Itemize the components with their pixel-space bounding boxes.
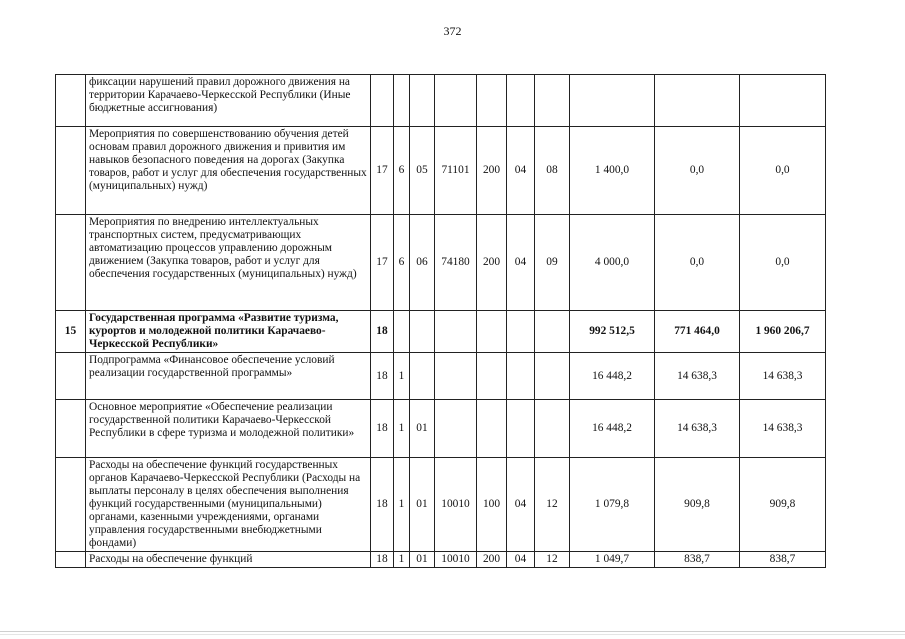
code-pr: 12 xyxy=(535,458,570,552)
amount-year2 xyxy=(655,75,740,127)
amount-year1: 1 400,0 xyxy=(570,127,655,215)
row-number xyxy=(56,458,86,552)
code-om: 01 xyxy=(410,458,435,552)
code-dir xyxy=(435,353,477,400)
code-dir: 74180 xyxy=(435,215,477,311)
amount-year2: 14 638,3 xyxy=(655,400,740,458)
table-row xyxy=(56,400,826,458)
amount-year1: 992 512,5 xyxy=(570,311,655,353)
code-vr xyxy=(477,400,507,458)
amount-year2: 771 464,0 xyxy=(655,311,740,353)
amount-year1: 1 079,8 xyxy=(570,458,655,552)
code-pr: 12 xyxy=(535,552,570,568)
row-number xyxy=(56,215,86,311)
table-row xyxy=(56,458,826,552)
table-row xyxy=(56,311,826,353)
amount-year3 xyxy=(740,75,826,127)
code-gp: 17 xyxy=(371,215,394,311)
row-number xyxy=(56,400,86,458)
row-number: 15 xyxy=(56,311,86,353)
code-gp: 18 xyxy=(371,311,394,353)
code-pr xyxy=(535,353,570,400)
code-om: 01 xyxy=(410,400,435,458)
amount-year2: 838,7 xyxy=(655,552,740,568)
code-om xyxy=(410,311,435,353)
code-vr xyxy=(477,353,507,400)
code-vr: 200 xyxy=(477,552,507,568)
table-row xyxy=(56,552,826,568)
row-name: Расходы на обеспечение функций xyxy=(86,552,371,568)
code-rz: 04 xyxy=(507,215,535,311)
amount-year3: 14 638,3 xyxy=(740,353,826,400)
amount-year1: 4 000,0 xyxy=(570,215,655,311)
code-pp: 1 xyxy=(394,353,410,400)
code-rz: 04 xyxy=(507,552,535,568)
code-om: 06 xyxy=(410,215,435,311)
code-rz: 04 xyxy=(507,127,535,215)
code-rz xyxy=(507,75,535,127)
code-pr xyxy=(535,75,570,127)
code-pp: 6 xyxy=(394,127,410,215)
row-name: Расходы на обеспечение функций государственных органов Карачаево-Черкесской Республики (Расходы на выплаты персоналу в целях обеспечения выполнения функций государственными (муниципальными) органами, казенными учреждениями, органами управления государственными внебюджетными фондами) xyxy=(86,458,371,552)
code-gp: 18 xyxy=(371,552,394,568)
code-vr: 100 xyxy=(477,458,507,552)
amount-year1: 16 448,2 xyxy=(570,353,655,400)
code-pp: 1 xyxy=(394,458,410,552)
code-dir xyxy=(435,75,477,127)
row-name: фиксации нарушений правил дорожного движения на территории Карачаево-Черкесской Республики (Иные бюджетные ассигнования) xyxy=(86,75,371,127)
budget-table xyxy=(55,74,826,568)
code-dir: 71101 xyxy=(435,127,477,215)
table-row xyxy=(56,75,826,127)
code-pp: 1 xyxy=(394,400,410,458)
code-gp: 18 xyxy=(371,458,394,552)
amount-year3: 0,0 xyxy=(740,127,826,215)
code-pp xyxy=(394,311,410,353)
code-rz: 04 xyxy=(507,458,535,552)
code-vr xyxy=(477,311,507,353)
amount-year3: 909,8 xyxy=(740,458,826,552)
code-dir: 10010 xyxy=(435,458,477,552)
table-row xyxy=(56,215,826,311)
row-name: Основное мероприятие «Обеспечение реализации государственной политики Карачаево-Черкесской Республики в сфере туризма и молодежной политики» xyxy=(86,400,371,458)
amount-year3: 838,7 xyxy=(740,552,826,568)
row-number xyxy=(56,552,86,568)
table-row xyxy=(56,353,826,400)
row-name: Подпрограмма «Финансовое обеспечение условий реализации государственной программы» xyxy=(86,353,371,400)
code-om: 01 xyxy=(410,552,435,568)
amount-year1: 16 448,2 xyxy=(570,400,655,458)
code-om: 05 xyxy=(410,127,435,215)
code-pr: 09 xyxy=(535,215,570,311)
code-om xyxy=(410,75,435,127)
code-vr: 200 xyxy=(477,127,507,215)
code-dir xyxy=(435,311,477,353)
code-rz xyxy=(507,311,535,353)
code-rz xyxy=(507,400,535,458)
amount-year3: 14 638,3 xyxy=(740,400,826,458)
code-gp: 18 xyxy=(371,353,394,400)
amount-year2: 0,0 xyxy=(655,127,740,215)
code-om xyxy=(410,353,435,400)
row-name: Мероприятия по внедрению интеллектуальных транспортных систем, предусматривающих автоматизацию процессов управлению дорожным движением (Закупка товаров, работ и услуг для обеспечения государственных (муниципальных) нужд) xyxy=(86,215,371,311)
code-vr xyxy=(477,75,507,127)
code-dir: 10010 xyxy=(435,552,477,568)
code-gp: 17 xyxy=(371,127,394,215)
amount-year3: 1 960 206,7 xyxy=(740,311,826,353)
row-name: Мероприятия по совершенствованию обучения детей основам правил дорожного движения и привития им навыков безопасного поведения на дорогах (Закупка товаров, работ и услуг для обеспечения государственных (муниципальных) нужд) xyxy=(86,127,371,215)
code-gp: 18 xyxy=(371,400,394,458)
code-rz xyxy=(507,353,535,400)
code-pp xyxy=(394,75,410,127)
amount-year2: 14 638,3 xyxy=(655,353,740,400)
row-number xyxy=(56,353,86,400)
code-pr: 08 xyxy=(535,127,570,215)
code-pr xyxy=(535,400,570,458)
row-name: Государственная программа «Развитие туризма, курортов и молодежной политики Карачаево-Черкесской Республики» xyxy=(86,311,371,353)
row-number xyxy=(56,127,86,215)
row-number xyxy=(56,75,86,127)
page-number: 372 xyxy=(443,24,462,38)
scan-edge-line xyxy=(0,634,905,635)
amount-year1: 1 049,7 xyxy=(570,552,655,568)
code-dir xyxy=(435,400,477,458)
code-pp: 6 xyxy=(394,215,410,311)
amount-year2: 909,8 xyxy=(655,458,740,552)
code-pr xyxy=(535,311,570,353)
amount-year3: 0,0 xyxy=(740,215,826,311)
code-vr: 200 xyxy=(477,215,507,311)
amount-year2: 0,0 xyxy=(655,215,740,311)
code-pp: 1 xyxy=(394,552,410,568)
scan-edge-line xyxy=(0,631,905,632)
amount-year1 xyxy=(570,75,655,127)
code-gp xyxy=(371,75,394,127)
table-row xyxy=(56,127,826,215)
